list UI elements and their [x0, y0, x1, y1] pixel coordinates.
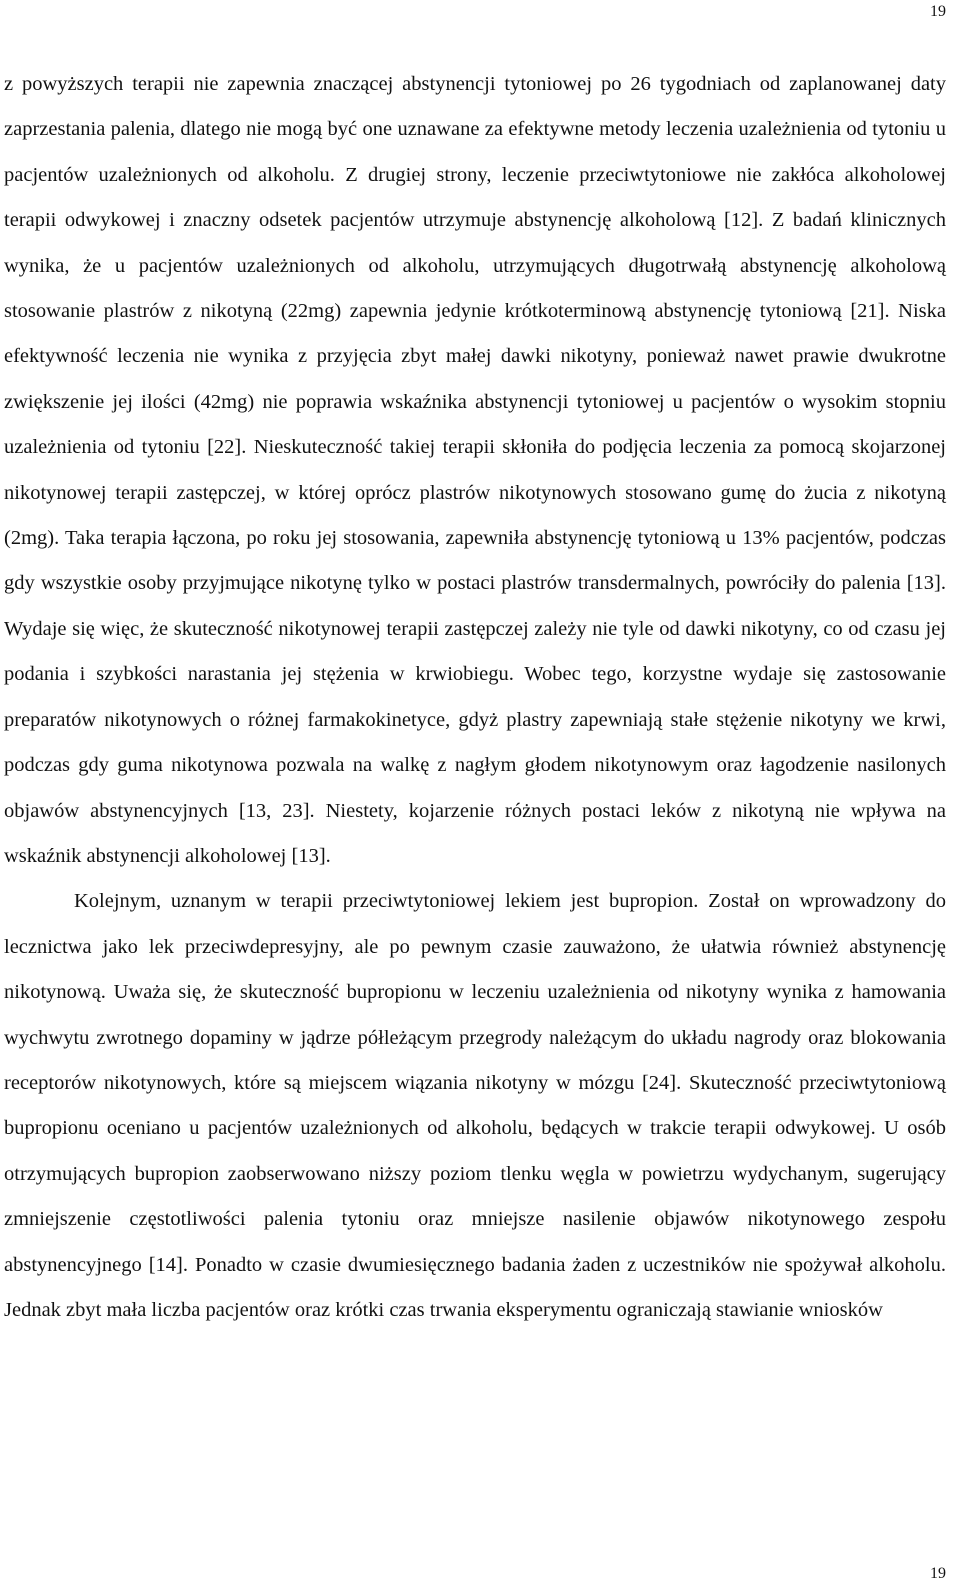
- body-text: [4, 62, 946, 1333]
- paragraph-2: Kolejnym, uznanym w terapii przeciwtytoniowej lekiem jest bupropion. Został on wprowadzony do lecznictwa jako lek przeciwdepresyjny, ale po pewnym czasie zauważono, że ułatwia również abstynencję nikotynową. Uważa się, że skuteczność bupropionu w leczeniu uzależnienia od nikotyny wynika z hamowania wychwytu zwrotnego dopaminy w jądrze półleżącym przegrody należącym do układu nagrody oraz blokowania receptorów nikotynowych, które są miejscem wiązania nikotyny w mózgu [24]. Skuteczność przeciwtytoniową bupropionu oceniano u pacjentów uzależnionych od alkoholu, będących w trakcie terapii odwykowej. U osób otrzymujących bupropion zaobserwowano niższy poziom tlenku węgla w powietrzu wydychanym, sugerujący zmniejszenie częstotliwości palenia tytoniu oraz mniejsze nasilenie objawów nikotynowego zespołu abstynencyjnego [14]. Ponadto w czasie dwumiesięcznego badania żaden z uczestników nie spożywał alkoholu. Jednak zbyt mała liczba pacjentów oraz krótki czas trwania eksperymentu ograniczają stawianie wniosków: [4, 890, 946, 1321]
- page-number-top: 19: [930, 3, 946, 20]
- page-number-bottom: 19: [930, 1565, 946, 1582]
- paragraph-1: z powyższych terapii nie zapewnia znaczącej abstynencji tytoniowej po 26 tygodniach od zaplanowanej daty zaprzestania palenia, dlatego nie mogą być one uznawane za efektywne metody leczenia uzależnienia od tytoniu u pacjentów uzależnionych od alkoholu. Z drugiej strony, leczenie przeciwtytoniowe nie zakłóca alkoholowej terapii odwykowej i znaczny odsetek pacjentów utrzymuje abstynencję alkoholową [12]. Z badań klinicznych wynika, że u pacjentów uzależnionych od alkoholu, utrzymujących długotrwałą abstynencję alkoholową stosowanie plastrów z nikotyną (22mg) zapewnia jedynie krótkoterminową abstynencję tytoniową [21]. Niska efektywność leczenia nie wynika z przyjęcia zbyt małej dawki nikotyny, ponieważ nawet prawie dwukrotne zwiększenie jej ilości (42mg) nie poprawia wskaźnika abstynencji tytoniowej u pacjentów o wysokim stopniu uzależnienia od tytoniu [22]. Nieskuteczność takiej terapii skłoniła do podjęcia leczenia za pomocą skojarzonej nikotynowej terapii zastępczej, w której oprócz plastrów nikotynowych stosowano gumę do żucia z nikotyną (2mg). Taka terapia łączona, po roku jej stosowania, zapewniła abstynencję tytoniową u 13% pacjentów, podczas gdy wszystkie osoby przyjmujące nikotynę tylko w postaci plastrów transdermalnych, powróciły do palenia [13]. Wydaje się więc, że skuteczność nikotynowej terapii zastępczej zależy nie tyle od dawki nikotyny, co od czasu jej podania i szybkości narastania jej stężenia w krwiobiegu. Wobec tego, korzystne wydaje się zastosowanie preparatów nikotynowych o różnej farmakokinetyce, gdyż plastry zapewniają stałe stężenie nikotyny we krwi, podczas gdy guma nikotynowa pozwala na walkę z nagłym głodem nikotynowym oraz łagodzenie nasilonych objawów abstynencyjnych [13, 23]. Niestety, kojarzenie różnych postaci leków z nikotyną nie wpływa na wskaźnik abstynencji alkoholowej [13].: [4, 73, 946, 867]
